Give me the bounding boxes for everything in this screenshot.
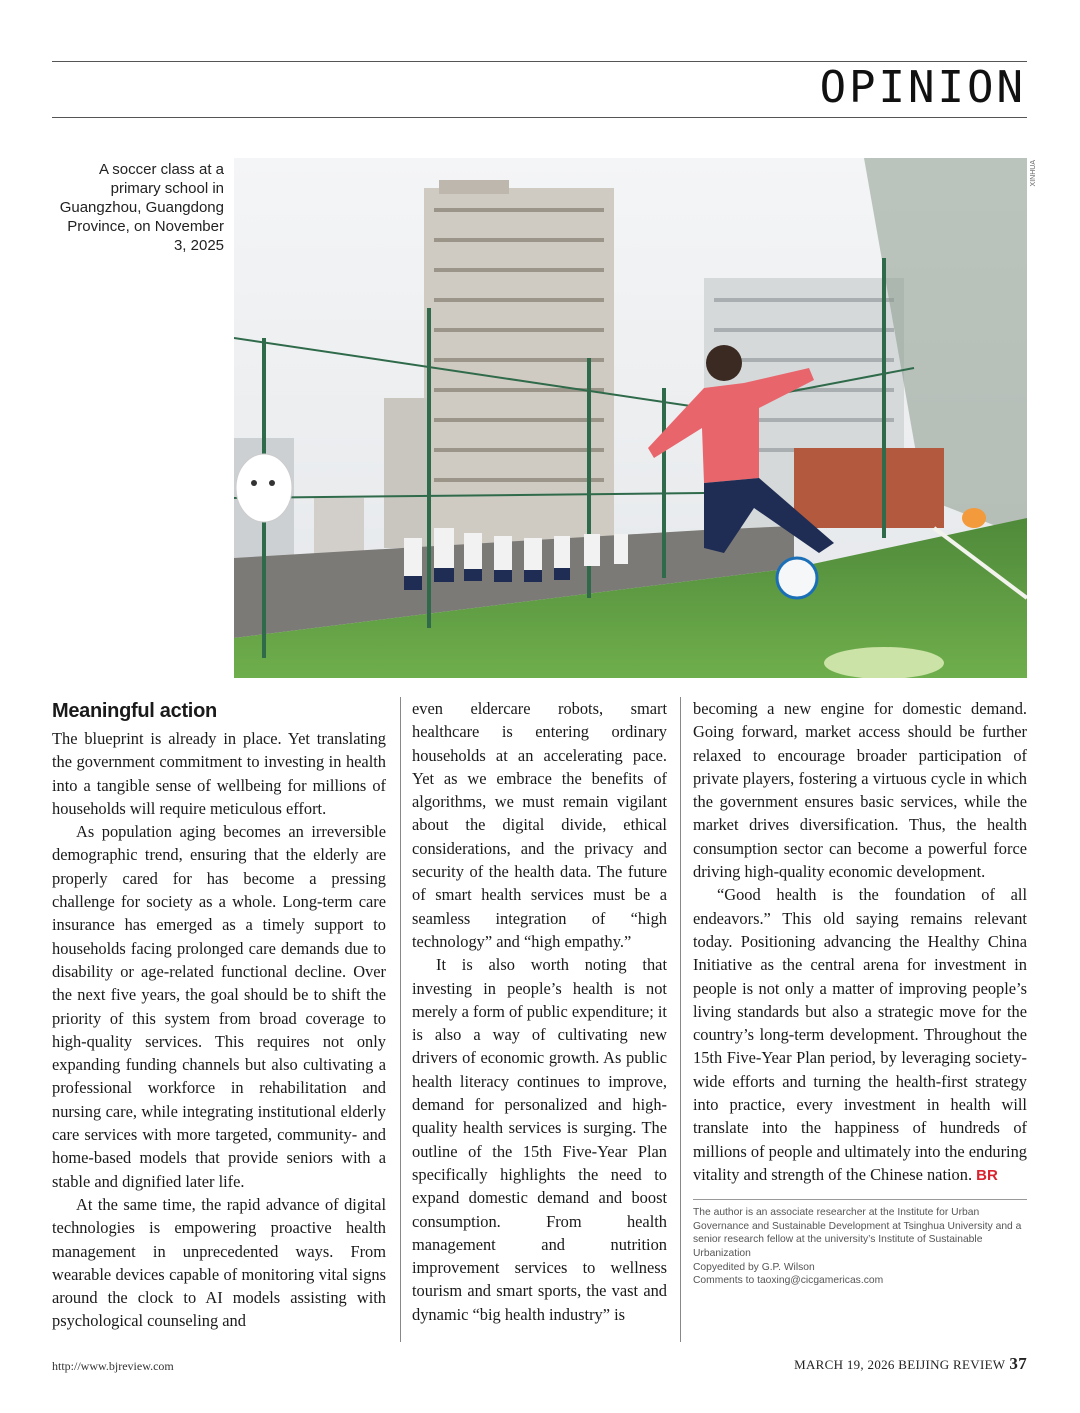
section-title: OPINION	[819, 62, 1026, 113]
author-bio	[693, 1199, 1027, 1288]
paragraph: The blueprint is already in place. Yet translating the government commitment to investing in health into a tangible sense of wellbeing for millions of households will require meticulous effort.	[52, 729, 386, 818]
footer-url[interactable]: http://www.bjreview.com	[52, 1359, 174, 1373]
soccer-class-photo	[234, 158, 1027, 678]
column-divider	[400, 697, 401, 1342]
paragraph: At the same time, the rapid advance of digital technologies is empowering proactive health management in unprecedented ways. From wearable devices capable of monitoring vital signs around the clock to AI models assisting with psychological counseling and	[52, 1194, 386, 1331]
closing-paragraph-text: “Good health is the foundation of all endeavors.” This old saying remains relevant today. Positioning advancing the Healthy China Initiative as the central arena for investment in people is not only a matter of improving people’s living standards but also a strategic move for the country’s long-term development. Throughout the 15th Five-Year Plan period, by leveraging society-wide efforts and turning the health-first strategy into practice, every investment in health will translate into the happiness of hundreds of millions of people and ultimately into the enduring vitality and strength of the Chinese nation.	[693, 885, 1027, 1184]
issue-line: MARCH 19, 2026 BEIJING REVIEW	[794, 1357, 1006, 1372]
paragraph: It is also worth noting that investing in people’s health is not merely a form of public expenditure; it is also a way of cultivating new drivers of economic growth. As public health literacy continues to improve, demand for personalized and high-quality health services is surging. The outline of the 15th Five-Year Plan specifically highlights the need to expand domestic demand and boost consumption. From health management and nutrition improvement services to wellness tourism and smart sports, the vast and dynamic “big health industry” is	[412, 955, 667, 1324]
paragraph: becoming a new engine for domestic demand. Going forward, market access should be further relaxed to encourage broader participation of private players, fostering a virtuous cycle in which the government ensures basic services, while the market drives diversification. Thus, the health consumption sector can become a powerful force driving high-quality economic development.	[693, 699, 1027, 882]
article-column-3	[693, 697, 1027, 1288]
photo-caption: A soccer class at a primary school in Guangzhou, Guangdong Province, on November 3, 2025	[59, 161, 224, 254]
photo-credit: XINHUA	[1030, 160, 1037, 187]
article-column-2	[412, 697, 667, 1326]
copyeditor-line: Copyedited by G.P. Wilson	[693, 1261, 815, 1273]
paragraph	[693, 883, 1027, 1187]
article-column-1	[52, 697, 386, 1333]
footer-issue	[794, 1354, 1027, 1374]
bio-line: The author is an associate researcher at the Institute for Urban Governance and Sustainable Development at Tsinghua University and a senior research fellow at the university’s Institute of Sustainable Urbanization	[693, 1207, 1022, 1260]
column-divider	[680, 697, 681, 1342]
paragraph: even eldercare robots, smart healthcare is entering ordinary households at an accelerating pace. Yet as we embrace the benefits of algorithms, we must remain vigilant about the digital divide, ethical considerations, and the privacy and security of the health data. The future of smart health services must be a seamless integration of “high technology” and “high empathy.”	[412, 699, 667, 951]
comments-line: Comments to taoxing@cicgamericas.com	[693, 1275, 884, 1287]
header-rule	[52, 117, 1027, 118]
article-subhead: Meaningful action	[52, 700, 217, 722]
paragraph: As population aging becomes an irreversible demographic trend, ensuring that the elderly are properly cared for has become a pressing challenge for society as a whole. Long-term care insurance has emerged as a timely support to households facing prolonged care demands due to disability or age-related functional decline. Over the next five years, the goal should be to shift the priority of this system from broad coverage to high-quality services. This requires not only expanding funding channels but also cultivating a professional workforce in rehabilitation and nursing care, while integrating institutional elderly care services with more targeted, community- and home-based models that provide seniors with a stable and dignified later life.	[52, 822, 386, 1191]
end-mark: BR	[976, 1166, 998, 1184]
page-number: 37	[1009, 1354, 1027, 1373]
